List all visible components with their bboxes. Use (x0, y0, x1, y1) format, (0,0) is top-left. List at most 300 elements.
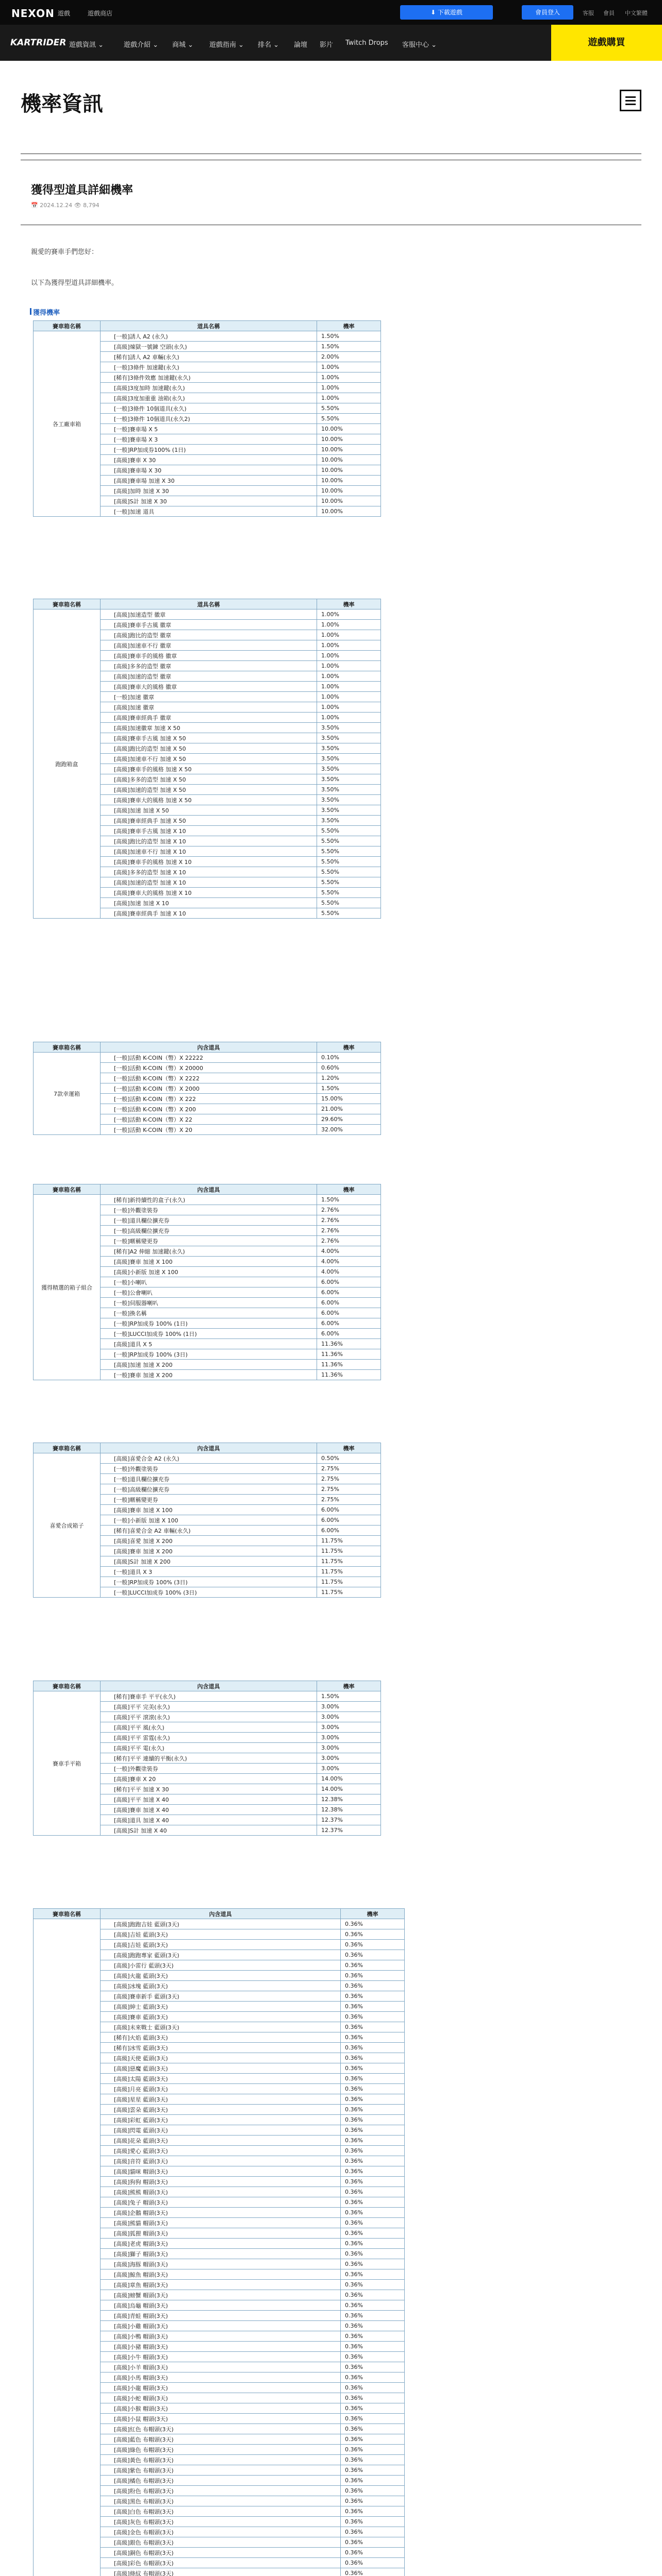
box-name-cell (34, 1919, 101, 2576)
table-body (34, 1453, 381, 1598)
probability-cell: 3.50% (317, 723, 381, 733)
probability-cell: 0.36% (341, 2383, 405, 2393)
item-name-cell: [高級]加速造型 徽章 (101, 609, 317, 620)
probability-cell: 2.75% (317, 1474, 381, 1484)
nav-shop[interactable]: 商城 ⌄ (172, 41, 194, 49)
item-name-cell: [高級]火龍 藍頭(3天) (101, 1971, 341, 1981)
probability-cell: 12.38% (317, 1805, 381, 1815)
item-name-cell: [一般]公會喇叭 (101, 1287, 317, 1298)
probability-cell: 1.00% (317, 682, 381, 692)
probability-cell: 4.00% (317, 1246, 381, 1257)
probability-table-1 (33, 320, 381, 517)
item-name-cell: [高級]星星 藍頭(3天) (101, 2094, 341, 2105)
probability-cell: 14.00% (317, 1784, 381, 1794)
probability-cell: 0.36% (341, 2486, 405, 2496)
col-header-category: 賽車箱名稱 (34, 1184, 101, 1195)
item-name-cell: [高級]道具 X 5 (101, 1339, 317, 1349)
item-name-cell: [高級]賽車 加速 X 200 (101, 1546, 317, 1556)
probability-cell: 29.60% (317, 1114, 381, 1125)
item-name-cell: [高級]S計 加速 X 30 (101, 496, 317, 506)
probability-cell: 0.36% (341, 2208, 405, 2218)
item-name-cell: [高級]未來戰士 藍頭(3天) (101, 2022, 341, 2032)
probability-cell: 3.50% (317, 733, 381, 743)
page-title: 機率資訊 (21, 92, 103, 116)
item-name-cell: [高級]青蛙 帽頭(3天) (101, 2311, 341, 2321)
top-link-games[interactable]: 遊戲 (58, 10, 71, 17)
probability-cell: 14.00% (317, 1774, 381, 1784)
article-title: 獲得型道具詳細機率 (31, 184, 134, 197)
item-name-cell: [高級]吉娃 藍頭(3天) (101, 1929, 341, 1940)
probability-cell: 6.00% (317, 1308, 381, 1318)
table-row (34, 1691, 381, 1702)
probability-cell: 0.36% (341, 2517, 405, 2527)
probability-cell: 0.36% (341, 2197, 405, 2208)
nav-guide[interactable]: 遊戲指南 ⌄ (209, 41, 244, 49)
top-link-store[interactable]: 遊戲商店 (88, 10, 113, 17)
probability-cell: 10.00% (317, 424, 381, 434)
item-name-cell: [高級]賽車經典手 徽章 (101, 713, 317, 723)
probability-cell: 2.00% (317, 352, 381, 362)
probability-table-6 (33, 1681, 381, 1836)
item-name-cell: [一般]LUCCI加成券 100% (3日) (101, 1587, 317, 1598)
probability-cell: 11.36% (317, 1349, 381, 1360)
nexon-logo[interactable]: NEXON (11, 7, 55, 20)
item-name-cell: [高級]章魚 帽頭(3天) (101, 2280, 341, 2290)
box-name-cell: 跑跑箱盒 (34, 609, 101, 919)
item-name-cell: [一般]暱稱變更券 (101, 1236, 317, 1246)
item-name-cell: [高級]獅子 帽頭(3天) (101, 2249, 341, 2259)
probability-cell: 0.36% (341, 2311, 405, 2321)
list-menu-button[interactable] (620, 90, 641, 111)
nav-support[interactable]: 客服中心 ⌄ (402, 41, 437, 49)
probability-cell: 6.00% (317, 1515, 381, 1526)
item-name-cell: [高級]小鴨 帽頭(3天) (101, 2331, 341, 2342)
probability-cell: 3.50% (317, 774, 381, 785)
item-name-cell: [高級]賽車場 X 30 (101, 465, 317, 476)
probability-cell: 0.50% (317, 1453, 381, 1464)
item-name-cell: [高級]烏龜 帽頭(3天) (101, 2300, 341, 2311)
item-name-cell: [高級]兔子 帽頭(3天) (101, 2197, 341, 2208)
nav-ranking[interactable]: 排名 ⌄ (258, 41, 279, 49)
item-name-cell: [高級]加速車不行 加速 X 10 (101, 846, 317, 857)
table-row (34, 331, 381, 342)
table-body (34, 1691, 381, 1836)
col-header-item: 內含道具 (101, 1443, 317, 1453)
item-name-cell: [一般]賽車場 X 5 (101, 424, 317, 434)
probability-cell: 6.00% (317, 1329, 381, 1339)
probability-cell: 0.36% (341, 2372, 405, 2383)
box-name-cell: 7款幸運箱 (34, 1053, 101, 1135)
probability-cell: 0.36% (341, 2074, 405, 2084)
probability-cell: 21.00% (317, 1104, 381, 1114)
probability-cell: 1.50% (317, 342, 381, 352)
probability-cell: 3.00% (317, 1764, 381, 1774)
item-name-cell: [高級]天使 藍頭(3天) (101, 2053, 341, 2063)
probability-cell: 0.36% (341, 2187, 405, 2197)
article-intro: 以下為獲得型道具詳細機率。 (31, 279, 119, 287)
col-header-item: 道具名稱 (101, 599, 317, 609)
item-name-cell: [高級]加速 加速 X 50 (101, 805, 317, 816)
probability-cell: 10.00% (317, 476, 381, 486)
nav-game-info[interactable]: 遊戲資訊 ⌄ (69, 41, 104, 49)
item-name-cell: [高級]小蛇 帽頭(3天) (101, 2393, 341, 2403)
probability-cell: 11.36% (317, 1370, 381, 1380)
top-bar (0, 0, 662, 25)
probability-table-7 (33, 1908, 405, 2576)
item-name-cell: [高級]多多的造型 加速 X 10 (101, 867, 317, 877)
probability-cell: 0.36% (341, 2115, 405, 2125)
probability-cell: 0.36% (341, 2527, 405, 2537)
probability-cell: 0.36% (341, 2136, 405, 2146)
probability-cell: 5.50% (317, 826, 381, 836)
item-name-cell: [一般]加速 道具 (101, 506, 317, 517)
probability-cell: 3.00% (317, 1722, 381, 1733)
item-name-cell: [高級]貓咪 帽頭(3天) (101, 2166, 341, 2177)
col-header-rate: 機率 (317, 321, 381, 331)
item-name-cell: [高級]紫色 布帽頭(3天) (101, 2465, 341, 2476)
probability-cell: 1.50% (317, 331, 381, 342)
item-name-cell: [高級]S計 加速 X 40 (101, 1825, 317, 1836)
probability-cell: 0.36% (341, 2002, 405, 2012)
nav-forum[interactable]: 論壇 (294, 41, 308, 49)
probability-cell: 1.00% (317, 640, 381, 651)
probability-cell: 15.00% (317, 1094, 381, 1104)
probability-cell: 0.36% (341, 2424, 405, 2434)
probability-cell: 11.75% (317, 1587, 381, 1598)
item-name-cell: [高級]彩虹 藍頭(3天) (101, 2115, 341, 2125)
box-name-cell: 賽車手平箱 (34, 1691, 101, 1836)
item-name-cell: [高級]花朵 藍頭(3天) (101, 2136, 341, 2146)
item-name-cell: [一般]活動 K-COIN（幣）X 22 (101, 1114, 317, 1125)
probability-cell: 0.36% (341, 2032, 405, 2043)
item-name-cell: [高級]海豚 帽頭(3天) (101, 2259, 341, 2269)
probability-cell: 0.36% (341, 2465, 405, 2476)
probability-cell: 3.50% (317, 785, 381, 795)
probability-cell: 0.36% (341, 2434, 405, 2445)
probability-cell: 3.50% (317, 816, 381, 826)
probability-cell: 11.36% (317, 1339, 381, 1349)
item-name-cell: [高級]惡魔 藍頭(3天) (101, 2063, 341, 2074)
probability-cell: 2.76% (317, 1205, 381, 1215)
item-name-cell: [一般]道具欄位擴充券 (101, 1215, 317, 1226)
probability-cell: 0.36% (341, 2568, 405, 2576)
probability-cell: 10.00% (317, 496, 381, 506)
box-name-cell: 獲得精選的箱子組合 (34, 1195, 101, 1380)
probability-cell: 5.50% (317, 888, 381, 898)
menu-icon-line (625, 104, 636, 105)
item-name-cell: [一般]活動 K-COIN（幣）X 200 (101, 1104, 317, 1114)
kartrider-logo[interactable]: KARTRIDER (10, 38, 67, 48)
item-name-cell: [高級]月亮 藍頭(3天) (101, 2084, 341, 2094)
item-name-cell: [高級]賽車 X 30 (101, 455, 317, 465)
probability-cell: 6.00% (317, 1526, 381, 1536)
probability-cell: 1.20% (317, 1073, 381, 1083)
item-name-cell: [高級]狐狸 帽頭(3天) (101, 2228, 341, 2239)
box-name-cell: 喜愛合成箱子 (34, 1453, 101, 1598)
probability-cell: 0.36% (341, 1919, 405, 1929)
probability-cell: 10.00% (317, 506, 381, 517)
item-name-cell: [高級]螃蟹 帽頭(3天) (101, 2290, 341, 2300)
item-name-cell: [高級]平平 加速 X 40 (101, 1794, 317, 1805)
item-name-cell: [稀有]平平 連續的平衡(永久) (101, 1753, 317, 1764)
item-name-cell: [高級]小牛 帽頭(3天) (101, 2352, 341, 2362)
item-name-cell: [一般]3條件 10個道具(永久2) (101, 414, 317, 424)
item-name-cell: [高級]平平 風(永久) (101, 1722, 317, 1733)
probability-cell: 0.10% (317, 1053, 381, 1063)
probability-cell: 1.00% (317, 713, 381, 723)
probability-cell: 5.50% (317, 877, 381, 888)
item-name-cell: [高級]熊熊 帽頭(3天) (101, 2187, 341, 2197)
table-row (34, 1053, 381, 1063)
probability-cell: 2.76% (317, 1226, 381, 1236)
probability-cell: 0.36% (341, 2403, 405, 2414)
col-header-rate: 機率 (317, 1042, 381, 1053)
probability-cell: 0.36% (341, 2290, 405, 2300)
item-name-cell: [高級]冰塊 藍頭(3天) (101, 1981, 341, 1991)
probability-cell: 0.36% (341, 2558, 405, 2568)
probability-cell: 1.00% (317, 609, 381, 620)
probability-cell: 0.36% (341, 2269, 405, 2280)
probability-cell: 0.36% (341, 2053, 405, 2063)
probability-cell: 1.00% (317, 692, 381, 702)
item-name-cell: [高級]小猴 帽頭(3天) (101, 2403, 341, 2414)
item-name-cell: [高級]雲朵 藍頭(3天) (101, 2105, 341, 2115)
item-name-cell: [一般]道具欄位擴充券 (101, 1474, 317, 1484)
col-header-rate: 機率 (341, 1909, 405, 1919)
probability-cell: 1.00% (317, 372, 381, 383)
table-body (34, 1919, 405, 2576)
probability-cell: 0.36% (341, 2105, 405, 2115)
probability-cell: 0.36% (341, 2455, 405, 2465)
col-header-category: 賽車箱名稱 (34, 321, 101, 331)
probability-table-2 (33, 599, 381, 919)
item-name-cell: [高級]小馬 帽頭(3天) (101, 2372, 341, 2383)
probability-cell: 1.50% (317, 1691, 381, 1702)
item-name-cell: [高級]喜愛合金 A2 (永久) (101, 1453, 317, 1464)
item-name-cell: [一般]RP加成券 100% (1日) (101, 1318, 317, 1329)
item-name-cell: [高級]賽車手的風格 加速 X 10 (101, 857, 317, 867)
item-name-cell: [高級]黑色 布帽頭(3天) (101, 2496, 341, 2506)
login-button[interactable]: 會員登入 (522, 5, 573, 20)
item-name-cell: [高級]銀色 布帽頭(3天) (101, 2537, 341, 2548)
probability-cell: 0.36% (341, 2280, 405, 2290)
probability-cell: 0.36% (341, 2414, 405, 2424)
item-name-cell: [高級]加速車不行 徽章 (101, 640, 317, 651)
probability-cell: 0.36% (341, 2125, 405, 2136)
col-header-item: 內含道具 (101, 1184, 317, 1195)
probability-cell: 2.76% (317, 1236, 381, 1246)
item-name-cell: [高級]橘色 布帽頭(3天) (101, 2476, 341, 2486)
probability-cell: 3.50% (317, 754, 381, 764)
item-name-cell: [高級]愛心 藍頭(3天) (101, 2146, 341, 2156)
probability-cell: 0.36% (341, 2218, 405, 2228)
probability-cell: 2.75% (317, 1484, 381, 1495)
probability-cell: 0.36% (341, 2063, 405, 2074)
probability-table-4 (33, 1184, 381, 1380)
item-name-cell: [高級]賽車手的風格 徽章 (101, 651, 317, 661)
item-name-cell: [一般]RP加成券100% (1日) (101, 445, 317, 455)
menu-icon-line (625, 96, 636, 98)
col-header-category: 賽車箱名稱 (34, 1681, 101, 1691)
table-body (34, 1053, 381, 1135)
col-header-item: 內含道具 (101, 1042, 317, 1053)
probability-cell: 2.75% (317, 1495, 381, 1505)
probability-cell: 3.00% (317, 1712, 381, 1722)
col-header-rate: 機率 (317, 1443, 381, 1453)
item-name-cell: [高級]閃電 藍頭(3天) (101, 2125, 341, 2136)
probability-cell: 0.36% (341, 2476, 405, 2486)
item-name-cell: [高級]小龍 帽頭(3天) (101, 2383, 341, 2393)
probability-table-5 (33, 1443, 381, 1598)
probability-cell: 1.00% (317, 651, 381, 661)
item-name-cell: [高級]彩色 布帽頭(3天) (101, 2558, 341, 2568)
probability-cell: 1.00% (317, 630, 381, 640)
item-name-cell: [高級]金色 布帽頭(3天) (101, 2527, 341, 2537)
menu-icon-line (625, 100, 636, 101)
item-name-cell: [高級]賽車大的風格 加速 X 50 (101, 795, 317, 805)
item-name-cell: [稀有]3條件效應 加速鍵(永久) (101, 372, 317, 383)
probability-cell: 4.00% (317, 1257, 381, 1267)
probability-cell: 0.36% (341, 2146, 405, 2156)
item-name-cell: [高級]加速的造型 徽章 (101, 671, 317, 682)
probability-cell: 0.36% (341, 2352, 405, 2362)
probability-cell: 0.36% (341, 1981, 405, 1991)
item-name-cell: [高級]小雞 帽頭(3天) (101, 2321, 341, 2331)
item-name-cell: [高級]小新版 加速 X 100 (101, 1267, 317, 1277)
item-name-cell: [一般]高級欄位擴充券 (101, 1226, 317, 1236)
probability-cell: 2.76% (317, 1215, 381, 1226)
item-name-cell: [高級]多多的造型 徽章 (101, 661, 317, 671)
item-name-cell: [一般]換名稱 (101, 1308, 317, 1318)
item-name-cell: [高級]賽車 加速 X 100 (101, 1257, 317, 1267)
probability-cell: 5.50% (317, 867, 381, 877)
top-link-support[interactable]: 客服 (583, 10, 594, 16)
item-name-cell: [高級]加時 加速 X 30 (101, 486, 317, 496)
item-name-cell: [稀有]火焰 藍頭(3天) (101, 2032, 341, 2043)
item-name-cell: [稀有]誘人 A2 車輛(永久) (101, 352, 317, 362)
nav-twitch-drops[interactable]: Twitch Drops (345, 39, 388, 47)
item-name-cell: [高級]賽車手古風 徽章 (101, 620, 317, 630)
article-meta: 📅 2024.12.24 👁 8,794 (31, 202, 100, 209)
item-name-cell: [高級]吉娃 藍頭(3天) (101, 1940, 341, 1950)
item-name-cell: [高級]平平 完美(永久) (101, 1702, 317, 1712)
probability-cell: 1.00% (317, 702, 381, 713)
probability-cell: 5.50% (317, 908, 381, 919)
table-row (34, 1195, 381, 1205)
top-link-member[interactable]: 會員 (603, 10, 615, 16)
item-name-cell: [高級]賽車 加速 X 40 (101, 1805, 317, 1815)
table-body (34, 331, 381, 517)
table-body (34, 609, 381, 919)
probability-cell: 0.36% (341, 2177, 405, 2187)
col-header-category: 賽車箱名稱 (34, 1042, 101, 1053)
probability-cell: 0.36% (341, 2506, 405, 2517)
probability-cell: 32.00% (317, 1125, 381, 1135)
probability-cell: 11.75% (317, 1536, 381, 1546)
item-name-cell: [高級]賽車 X 20 (101, 1774, 317, 1784)
item-name-cell: [一般]誘人 A2 (永久) (101, 331, 317, 342)
probability-cell: 10.00% (317, 465, 381, 476)
probability-cell: 0.36% (341, 1960, 405, 1971)
item-name-cell: [高級]賽車 藍頭(3天) (101, 2012, 341, 2022)
item-name-cell: [高級]加速的造型 加速 X 50 (101, 785, 317, 795)
probability-cell: 12.37% (317, 1825, 381, 1836)
item-name-cell: [高級]平平 電(永久) (101, 1743, 317, 1753)
probability-cell: 0.36% (341, 2548, 405, 2558)
buy-game-button[interactable]: 遊戲購買 (551, 25, 662, 61)
table-body (34, 1195, 381, 1380)
item-name-cell: [高級]賽車 加速 X 100 (101, 1505, 317, 1515)
item-name-cell: [高級]道具 加速 X 40 (101, 1815, 317, 1825)
item-name-cell: [高級]綠色 布帽頭(3天) (101, 2445, 341, 2455)
item-name-cell: [稀有]新持續性的盒子(永久) (101, 1195, 317, 1205)
item-name-cell: [高級]賽車手古風 加速 X 10 (101, 826, 317, 836)
probability-cell: 3.00% (317, 1733, 381, 1743)
item-name-cell: [一般]活動 K-COIN（幣）X 20000 (101, 1063, 317, 1073)
probability-cell: 1.00% (317, 620, 381, 630)
item-name-cell: [高級]灰色 布帽頭(3天) (101, 2517, 341, 2527)
probability-cell: 0.36% (341, 2445, 405, 2455)
item-name-cell: [稀有]喜愛合金 A2 車輛(永久) (101, 1526, 317, 1536)
probability-cell: 1.50% (317, 1195, 381, 1205)
col-header-rate: 機率 (317, 599, 381, 609)
download-button[interactable]: ⬇ 下載遊戲 (400, 5, 493, 20)
item-name-cell: [一般]活動 K-COIN（幣）X 20 (101, 1125, 317, 1135)
probability-cell: 11.36% (317, 1360, 381, 1370)
probability-cell: 3.50% (317, 795, 381, 805)
item-name-cell: [一般]賽車 加速 X 200 (101, 1370, 317, 1380)
item-name-cell: [高級]賽車經典手 加速 X 50 (101, 816, 317, 826)
probability-cell: 3.00% (317, 1753, 381, 1764)
probability-cell: 11.75% (317, 1567, 381, 1577)
probability-cell: 0.36% (341, 2084, 405, 2094)
probability-cell: 0.36% (341, 2331, 405, 2342)
item-name-cell: [高級]鯨魚 帽頭(3天) (101, 2269, 341, 2280)
item-name-cell: [稀有]平平 加速 X 30 (101, 1784, 317, 1794)
item-name-cell: [稀有]冰雪 藍頭(3天) (101, 2043, 341, 2053)
item-name-cell: [高級]老虎 帽頭(3天) (101, 2239, 341, 2249)
item-name-cell: [高級]加速 加速 X 10 (101, 898, 317, 908)
probability-cell: 6.00% (317, 1298, 381, 1308)
probability-cell: 0.36% (341, 2342, 405, 2352)
nav-game-intro[interactable]: 遊戲介紹 ⌄ (124, 41, 159, 49)
probability-cell: 3.50% (317, 805, 381, 816)
probability-cell: 0.36% (341, 2166, 405, 2177)
item-name-cell: [高級]太陽 藍頭(3天) (101, 2074, 341, 2084)
nav-video[interactable]: 影片 (320, 41, 334, 49)
item-name-cell: [一般]外觀塗裝券 (101, 1464, 317, 1474)
item-name-cell: [一般]活動 K-COIN（幣）X 2222 (101, 1073, 317, 1083)
item-name-cell: [高級]小羊 帽頭(3天) (101, 2362, 341, 2372)
probability-cell: 3.50% (317, 764, 381, 774)
item-name-cell: [高級]3度加重重 油箱(永久) (101, 393, 317, 403)
item-name-cell: [一般]外觀塗裝券 (101, 1205, 317, 1215)
item-name-cell: [高級]加速徽章 加速 X 50 (101, 723, 317, 733)
probability-cell: 10.00% (317, 486, 381, 496)
col-header-rate: 機率 (317, 1184, 381, 1195)
item-name-cell: [高級]賽車大的風格 加速 X 10 (101, 888, 317, 898)
probability-cell: 0.36% (341, 2239, 405, 2249)
language-select[interactable]: 中文繁體 (625, 10, 648, 16)
item-name-cell: [一般]加速 徽章 (101, 692, 317, 702)
item-name-cell: [高級]賽車手的風格 加速 X 50 (101, 764, 317, 774)
item-name-cell: [高級]狗狗 帽頭(3天) (101, 2177, 341, 2187)
probability-cell: 10.00% (317, 445, 381, 455)
probability-cell: 0.36% (341, 1971, 405, 1981)
probability-cell: 5.50% (317, 403, 381, 414)
item-name-cell: [一般]小喇叭 (101, 1277, 317, 1287)
probability-cell: 0.36% (341, 2496, 405, 2506)
